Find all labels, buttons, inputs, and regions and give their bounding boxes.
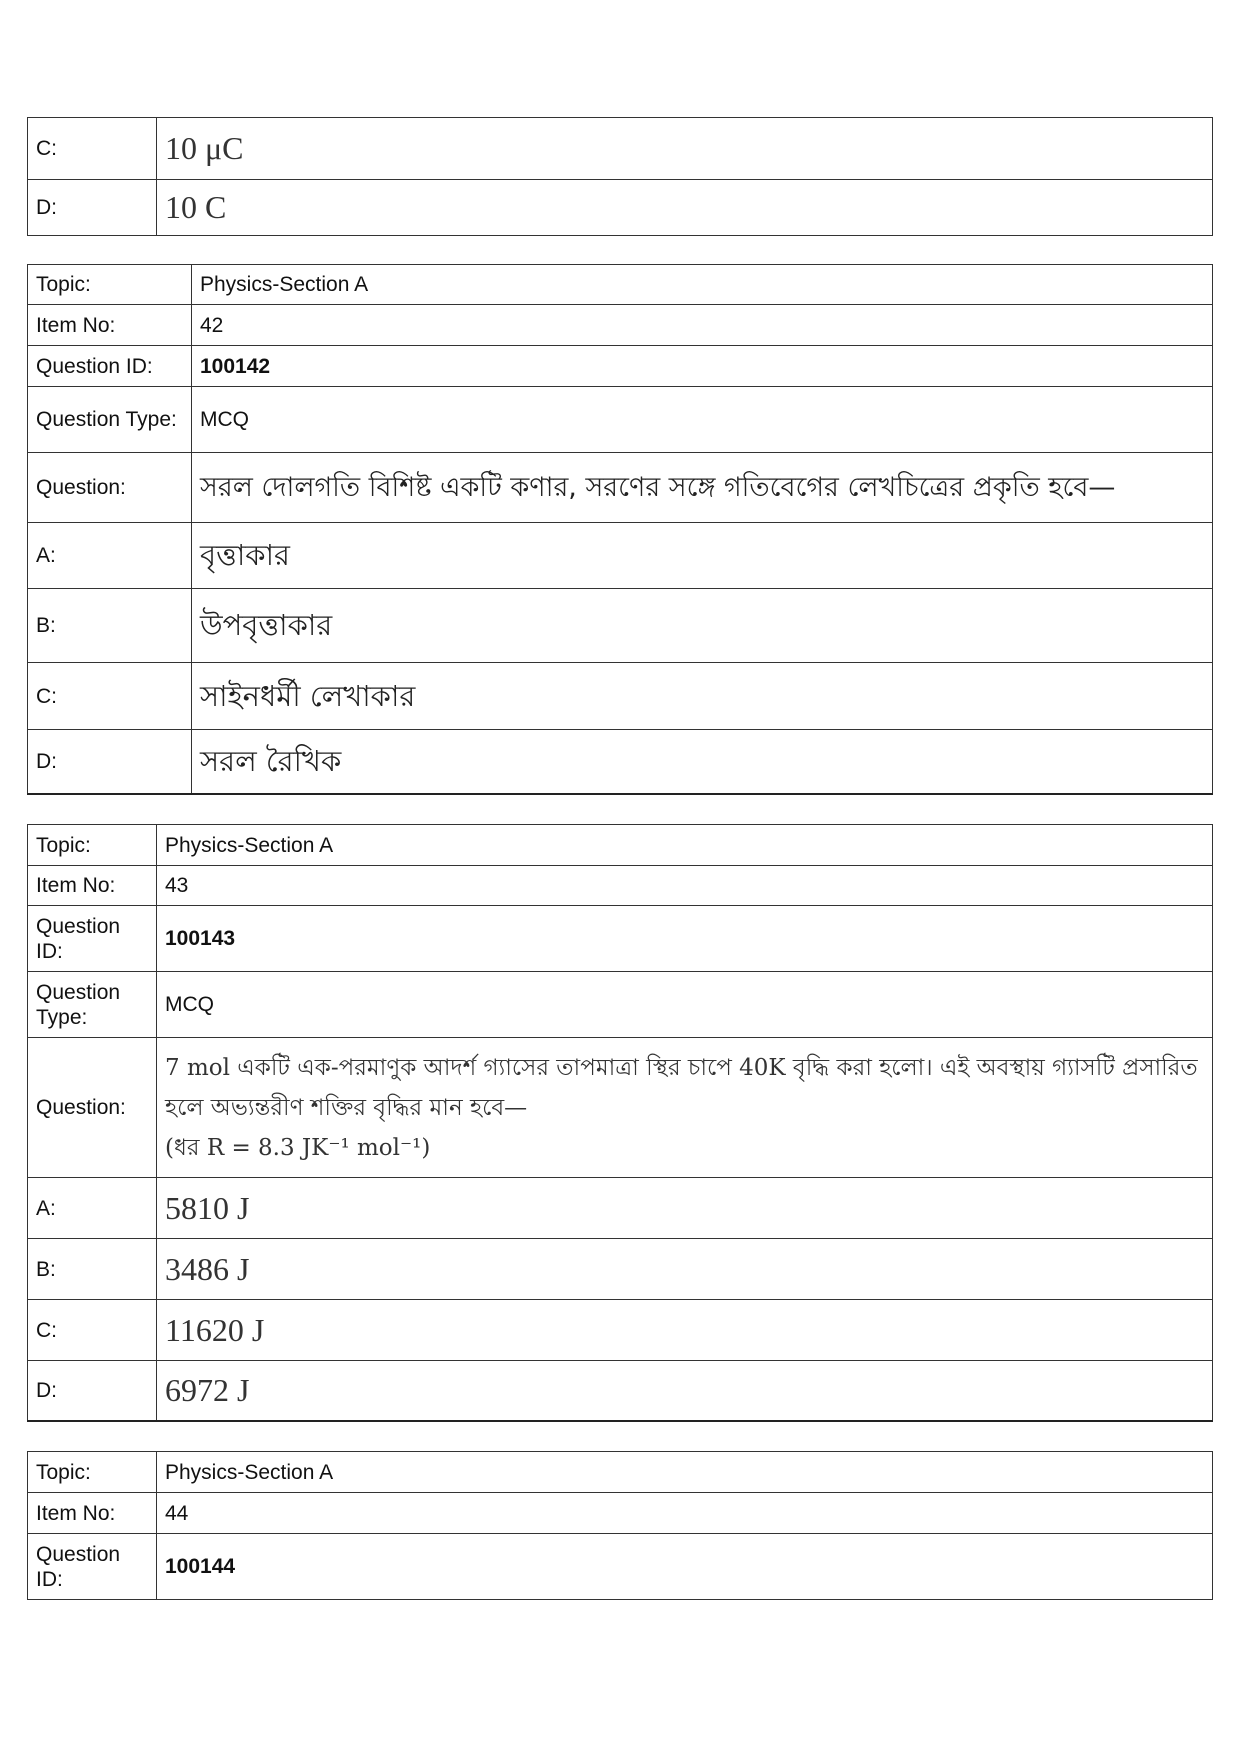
option-text: 3486 J xyxy=(157,1239,1213,1300)
item-label: Item No: xyxy=(28,305,192,346)
item-label: Item No: xyxy=(28,866,157,906)
item-value: 43 xyxy=(157,866,1213,906)
option-label: C: xyxy=(28,1300,157,1361)
option-row-b xyxy=(28,1239,1213,1300)
topic-label: Topic: xyxy=(28,265,192,305)
option-text: সাইনধর্মী লেখাকার xyxy=(192,663,1213,730)
option-label: C: xyxy=(28,118,157,180)
question-table-44 xyxy=(27,1451,1213,1600)
question-table-41-tail xyxy=(27,117,1213,236)
item-row xyxy=(28,1493,1213,1534)
topic-label: Topic: xyxy=(28,1452,157,1493)
option-label: D: xyxy=(28,180,157,236)
option-row-a xyxy=(28,523,1213,589)
question-id-value: 100142 xyxy=(192,346,1213,387)
question-id-label: Question ID: xyxy=(28,346,192,387)
question-id-label: Question ID: xyxy=(28,906,157,972)
question-label: Question: xyxy=(28,453,192,523)
option-row-d xyxy=(28,730,1213,794)
option-text: উপবৃত্তাকার xyxy=(192,589,1213,663)
option-label: D: xyxy=(28,730,192,794)
option-text: 10 μC xyxy=(157,118,1213,180)
option-row-d xyxy=(28,180,1213,236)
question-id-value: 100144 xyxy=(157,1534,1213,1600)
topic-value: Physics-Section A xyxy=(192,265,1213,305)
option-row-b xyxy=(28,589,1213,663)
option-text: 10 C xyxy=(157,180,1213,236)
option-label: D: xyxy=(28,1361,157,1421)
option-row-d xyxy=(28,1361,1213,1421)
item-label: Item No: xyxy=(28,1493,157,1534)
topic-label: Topic: xyxy=(28,825,157,866)
question-row xyxy=(28,453,1213,523)
topic-row xyxy=(28,265,1213,305)
question-table-42 xyxy=(27,264,1213,795)
question-constant-note: (ধর R = 8.3 JK⁻¹ mol⁻¹) xyxy=(165,1134,431,1161)
option-text: বৃত্তাকার xyxy=(192,523,1213,589)
option-text: 5810 J xyxy=(157,1178,1213,1239)
question-row xyxy=(28,1038,1213,1178)
option-label: C: xyxy=(28,663,192,730)
topic-row xyxy=(28,1452,1213,1493)
option-text: 11620 J xyxy=(157,1300,1213,1361)
item-row xyxy=(28,866,1213,906)
item-value: 44 xyxy=(157,1493,1213,1534)
option-label: A: xyxy=(28,523,192,589)
option-label: A: xyxy=(28,1178,157,1239)
item-value: 42 xyxy=(192,305,1213,346)
question-id-row xyxy=(28,906,1213,972)
question-text: সরল দোলগতি বিশিষ্ট একটি কণার, সরণের সঙ্গে গতিবেগের লেখচিত্রের প্রকৃতি হবে— xyxy=(192,453,1213,523)
question-label: Question: xyxy=(28,1038,157,1178)
item-row xyxy=(28,305,1213,346)
question-id-label: Question ID: xyxy=(28,1534,157,1600)
option-row-c xyxy=(28,1300,1213,1361)
topic-value: Physics-Section A xyxy=(157,825,1213,866)
option-row-c xyxy=(28,118,1213,180)
question-type-row xyxy=(28,387,1213,453)
question-text: 7 mol একটি এক-পরমাণুক আদর্শ গ্যাসের তাপমাত্রা স্থির চাপে 40K বৃদ্ধি করা হলো। এই অবস্থায় গ্যাসটি প্রসারিত হলে অভ্যন্তরীণ শক্তির বৃদ্ধির মান হবে— xyxy=(165,1054,1198,1121)
question-cell xyxy=(157,1038,1213,1178)
question-type-row xyxy=(28,972,1213,1038)
question-type-label: Question Type: xyxy=(28,387,192,453)
question-type-label: Question Type: xyxy=(28,972,157,1038)
option-row-a xyxy=(28,1178,1213,1239)
question-id-row xyxy=(28,1534,1213,1600)
option-text: 6972 J xyxy=(157,1361,1213,1421)
question-type-value: MCQ xyxy=(192,387,1213,453)
question-id-value: 100143 xyxy=(157,906,1213,972)
option-row-c xyxy=(28,663,1213,730)
option-label: B: xyxy=(28,1239,157,1300)
question-id-row xyxy=(28,346,1213,387)
question-type-value: MCQ xyxy=(157,972,1213,1038)
topic-value: Physics-Section A xyxy=(157,1452,1213,1493)
topic-row xyxy=(28,825,1213,866)
question-table-43 xyxy=(27,824,1213,1422)
option-label: B: xyxy=(28,589,192,663)
option-text: সরল রৈখিক xyxy=(192,730,1213,794)
